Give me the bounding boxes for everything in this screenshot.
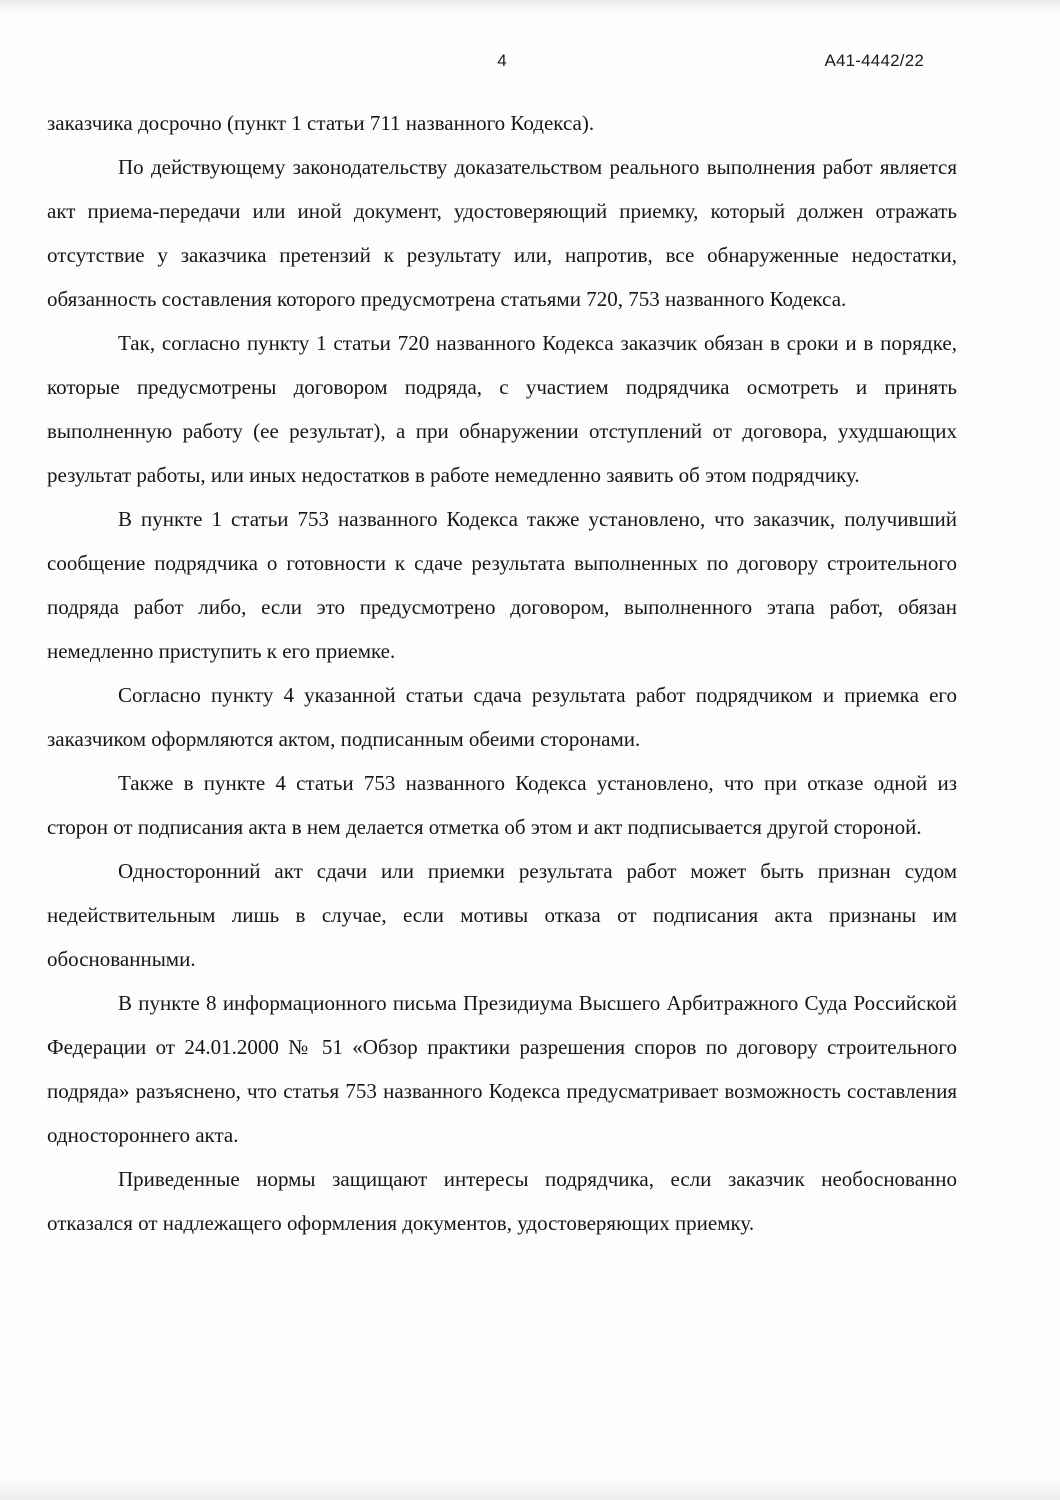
paragraph: По действующему законодательству доказательством реального выполнения работ является акт приема-передачи или иной документ, удостоверяющий приемку, который должен отражать отсутствие у заказчика претензий к результату или, напротив, все обнаруженные недостатки, обязанность составления которого предусмотрена статьями 720, 753 названного Кодекса.	[47, 155, 957, 311]
paragraph: Односторонний акт сдачи или приемки результата работ может быть признан судом недействительным лишь в случае, если мотивы отказа от подписания акта признаны им обоснованными.	[47, 859, 957, 971]
page-top-edge-shading	[0, 0, 1060, 14]
paragraph: Так, согласно пункту 1 статьи 720 названного Кодекса заказчик обязан в сроки и в порядке, которые предусмотрены договором подряда, с участием подрядчика осмотреть и принять выполненную работу (ее результат), а при обнаружении отступлений от договора, ухудшающих результат работы, или иных недостатков в работе немедленно заявить об этом подрядчику.	[47, 331, 957, 487]
document-body	[47, 101, 957, 1245]
page-bottom-edge-shading	[0, 1476, 1060, 1500]
paragraph: Приведенные нормы защищают интересы подрядчика, если заказчик необоснованно отказался от надлежащего оформления документов, удостоверяющих приемку.	[47, 1167, 957, 1235]
case-number: А41-4442/22	[824, 51, 924, 70]
page-number: 4	[497, 51, 507, 70]
paragraph: Также в пункте 4 статьи 753 названного Кодекса установлено, что при отказе одной из сторон от подписания акта в нем делается отметка об этом и акт подписывается другой стороной.	[47, 771, 957, 839]
paragraph: В пункте 8 информационного письма Президиума Высшего Арбитражного Суда Российской Федерации от 24.01.2000 № 51 «Обзор практики разрешения споров по договору строительного подряда» разъяснено, что статья 753 названного Кодекса предусматривает возможность составления одностороннего акта.	[47, 991, 957, 1147]
page-header	[47, 51, 957, 75]
paragraph: заказчика досрочно (пункт 1 статьи 711 названного Кодекса).	[47, 111, 595, 135]
paragraph: Согласно пункту 4 указанной статьи сдача результата работ подрядчиком и приемка его заказчиком оформляются актом, подписанным обеими сторонами.	[47, 683, 957, 751]
paragraph: В пункте 1 статьи 753 названного Кодекса также установлено, что заказчик, получивший сообщение подрядчика о готовности к сдаче результата выполненных по договору строительного подряда работ либо, если это предусмотрено договором, выполненного этапа работ, обязан немедленно приступить к его приемке.	[47, 507, 957, 663]
